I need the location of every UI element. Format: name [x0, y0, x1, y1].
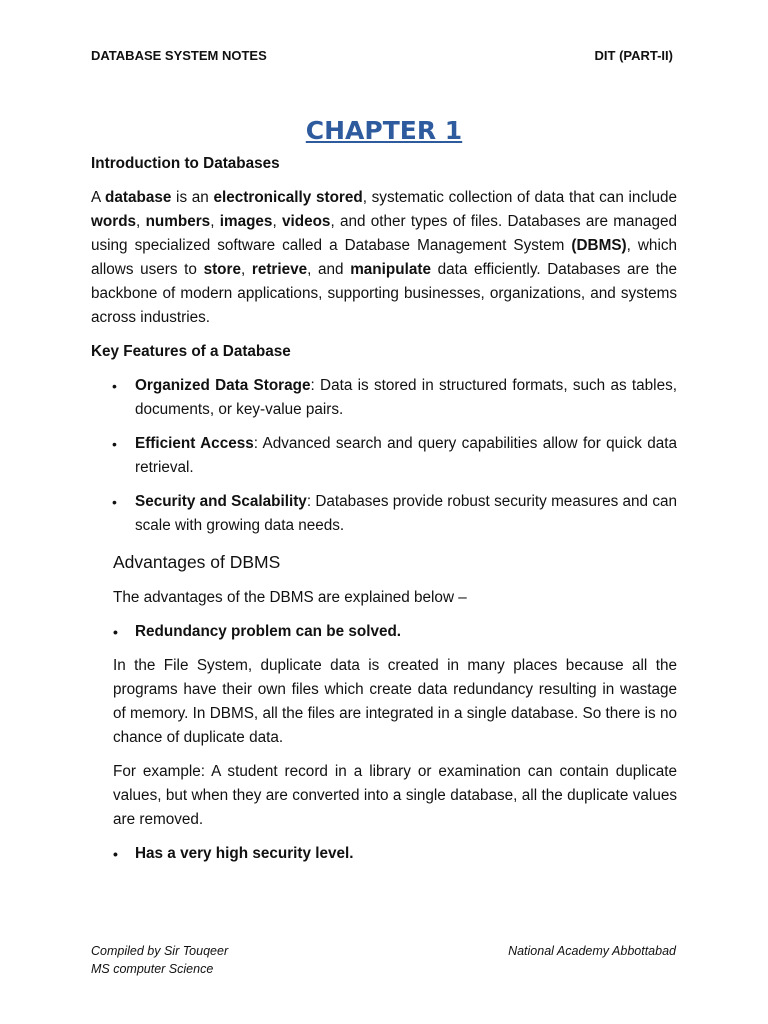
list-item: • Redundancy problem can be solved. — [113, 620, 677, 644]
footer-left — [91, 942, 228, 978]
bullet-icon: • — [112, 436, 117, 452]
bullet-icon: • — [113, 846, 118, 862]
list-item: • Security and Scalability: Databases provide robust security measures and can scale with growing data needs. — [91, 490, 677, 538]
key-features-list — [91, 374, 677, 538]
header-right: DIT (PART-II) — [594, 48, 673, 63]
main-content — [91, 152, 677, 876]
header-left: DATABASE SYSTEM NOTES — [91, 48, 267, 63]
redundancy-paragraph: In the File System, duplicate data is created in many places because all the programs have their own files which create data redundancy resulting in wastage of memory. In DBMS, all the files are integrated in a single database. So there is no chance of duplicate data. — [113, 657, 677, 746]
advantages-list-1 — [113, 620, 677, 644]
intro-heading: Introduction to Databases — [91, 155, 280, 172]
list-item: • Efficient Access: Advanced search and query capabilities allow for quick data retrieval. — [91, 432, 677, 480]
advantages-intro: The advantages of the DBMS are explained below – — [113, 589, 467, 606]
bullet-icon: • — [113, 624, 118, 640]
bullet-icon: • — [112, 494, 117, 510]
advantages-heading: Advantages of DBMS — [113, 552, 281, 572]
chapter-title: CHAPTER 1 — [305, 116, 463, 145]
list-item: • Has a very high security level. — [113, 842, 677, 866]
footer-degree: MS computer Science — [91, 962, 214, 976]
footer-compiled-by: Compiled by Sir Touqeer — [91, 944, 229, 958]
example-paragraph: For example: A student record in a library or examination can contain duplicate values, but when they are converted into a single database, all the duplicate values are removed. — [113, 763, 677, 828]
key-features-heading: Key Features of a Database — [91, 343, 291, 360]
bullet-icon: • — [112, 378, 117, 394]
footer-right: National Academy Abbottabad — [508, 944, 676, 958]
list-item: • Organized Data Storage: Data is stored in structured formats, such as tables, documents, or key-value pairs. — [91, 374, 677, 422]
intro-paragraph: A database is an electronically stored, systematic collection of data that can include words, numbers, images, videos, and other types of files. Databases are managed using specialized software called a Database Management System (DBMS), which allows users to store, retrieve, and manipulate data efficiently. Databases are the backbone of modern applications, supporting businesses, organizations, and systems across industries. — [91, 189, 678, 326]
advantages-list-2 — [113, 842, 677, 866]
